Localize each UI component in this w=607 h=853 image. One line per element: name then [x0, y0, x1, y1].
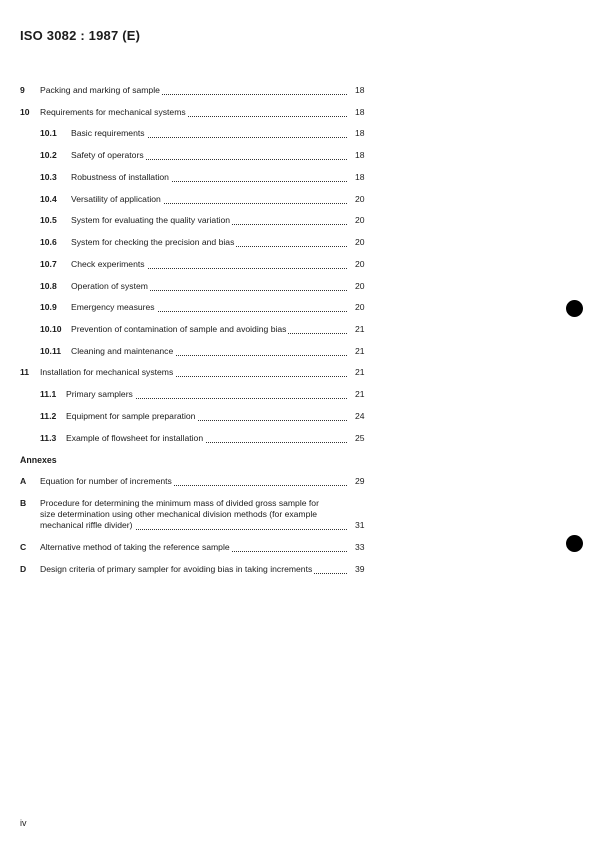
- toc-entry-page: 20: [355, 215, 365, 225]
- toc-entry-number: 10: [20, 107, 30, 117]
- toc-entry-title: Robustness of installation: [71, 172, 169, 182]
- toc-entry-page: 18: [355, 128, 365, 138]
- annex-title-line: size determination using other mechanical division methods (for example: [40, 509, 318, 519]
- toc-entry-page: 21: [355, 346, 365, 356]
- annex-page: 33: [355, 542, 365, 552]
- annex-title: Alternative method of taking the reference sample: [40, 542, 230, 552]
- annex-page: 29: [355, 476, 365, 486]
- annex-page: 39: [355, 564, 365, 574]
- annex-letter: A: [20, 476, 27, 486]
- toc-entry-number: 11.1: [40, 389, 57, 399]
- annexes-heading: Annexes: [20, 455, 57, 465]
- toc-entry-page: 18: [355, 172, 365, 182]
- toc-entry-page: 18: [355, 150, 365, 160]
- toc-entry-page: 20: [355, 237, 365, 247]
- toc-entry-title: Check experiments: [71, 259, 145, 269]
- toc-entry-title: Emergency measures: [71, 302, 155, 312]
- toc-entry-title: Packing and marking of sample: [40, 85, 160, 95]
- annex-page: 31: [355, 520, 365, 530]
- annex-letter: C: [20, 542, 27, 552]
- toc-entry-number: 10.1: [40, 128, 57, 138]
- toc-entry-title: Example of flowsheet for installation: [66, 433, 204, 443]
- toc-entry-title: Equipment for sample preparation: [66, 411, 196, 421]
- annex-title-line: Procedure for determining the minimum mass of divided gross sample for: [40, 498, 319, 508]
- annex-title-line: mechanical riffle divider): [40, 520, 133, 530]
- binder-hole-mark: [566, 300, 583, 317]
- toc-entry-title: Primary samplers: [66, 389, 133, 399]
- toc-entry-number: 10.8: [40, 281, 57, 291]
- annex-letter: B: [20, 498, 27, 508]
- toc-entry-title: Cleaning and maintenance: [71, 346, 174, 356]
- toc-entry-number: 10.2: [40, 150, 57, 160]
- toc-entry-number: 11: [20, 367, 30, 377]
- annex-letter: D: [20, 564, 27, 574]
- toc-entry-title: Versatility of application: [71, 194, 161, 204]
- toc-entry-number: 11.3: [40, 433, 57, 443]
- toc-entry-page: 25: [355, 433, 365, 443]
- toc-entry-number: 10.5: [40, 215, 57, 225]
- toc-entry-page: 21: [355, 367, 365, 377]
- annex-title: Design criteria of primary sampler for avoiding bias in taking increments: [40, 564, 313, 574]
- toc-entry-number: 10.3: [40, 172, 57, 182]
- binder-hole-mark: [566, 535, 583, 552]
- toc-entry-page: 18: [355, 85, 365, 95]
- annex-title: Equation for number of increments: [40, 476, 172, 486]
- toc-entry-page: 18: [355, 107, 365, 117]
- toc-entry-title: Safety of operators: [71, 150, 144, 160]
- toc-entry-number: 10.6: [40, 237, 57, 247]
- toc-entry-page: 21: [355, 324, 365, 334]
- toc-entry-title: Operation of system: [71, 281, 148, 291]
- toc-entry-title: System for checking the precision and bias: [71, 237, 235, 247]
- toc-entry-title: Requirements for mechanical systems: [40, 107, 186, 117]
- toc-entry-title: Prevention of contamination of sample and avoiding bias: [71, 324, 287, 334]
- toc-entry-number: 11.2: [40, 411, 57, 421]
- toc-entry-number: 10.4: [40, 194, 57, 204]
- toc-entry-number: 9: [20, 85, 25, 95]
- toc-entry-page: 20: [355, 302, 365, 312]
- toc-entry-page: 20: [355, 259, 365, 269]
- toc-entry-number: 10.9: [40, 302, 57, 312]
- toc-entry-page: 24: [355, 411, 365, 421]
- toc-entry-title: Basic requirements: [71, 128, 145, 138]
- page-number: iv: [20, 818, 27, 828]
- toc-entry-number: 10.7: [40, 259, 57, 269]
- toc-entry-number: 10.11: [40, 346, 62, 356]
- toc-entry-number: 10.10: [40, 324, 62, 334]
- document-header: ISO 3082 : 1987 (E): [20, 28, 141, 43]
- toc-entry-page: 20: [355, 281, 365, 291]
- toc-entry-page: 20: [355, 194, 365, 204]
- toc-entry-page: 21: [355, 389, 365, 399]
- toc-entry-title: System for evaluating the quality variation: [71, 215, 231, 225]
- toc-entry-title: Installation for mechanical systems: [40, 367, 174, 377]
